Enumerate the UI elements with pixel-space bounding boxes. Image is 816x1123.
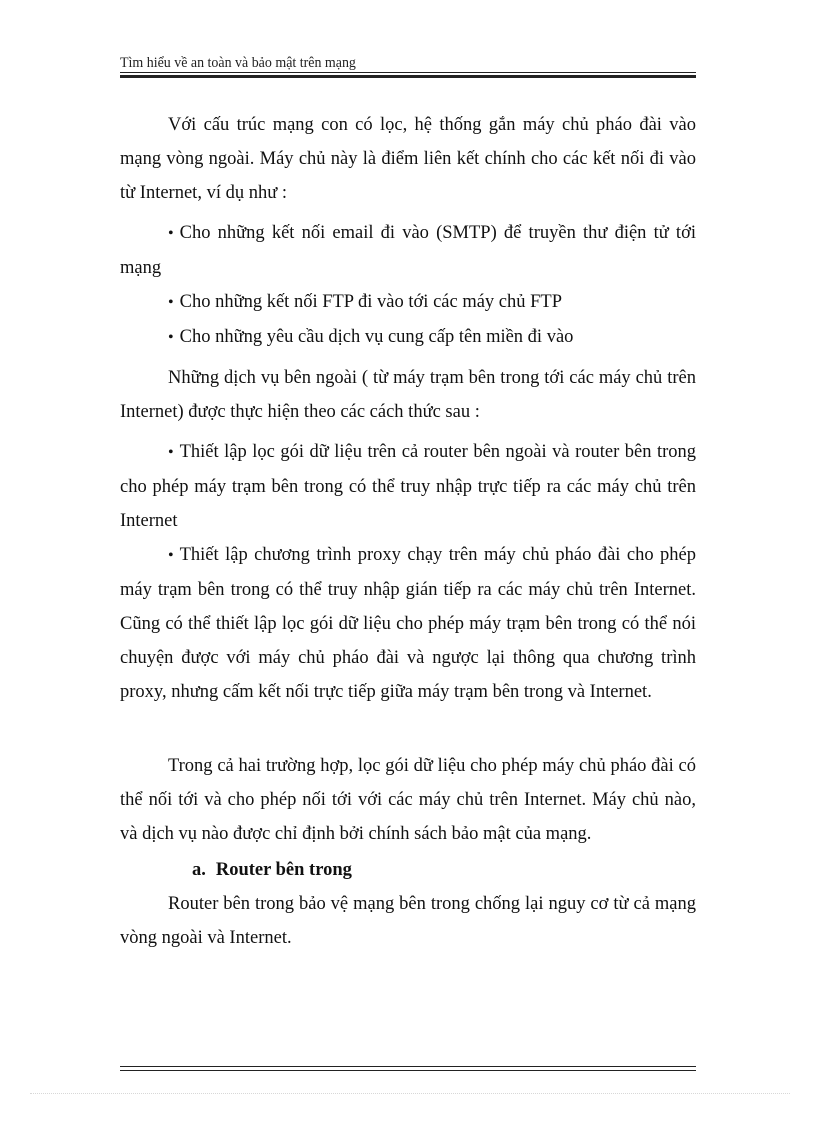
page-bottom-dotted-line <box>30 1093 790 1094</box>
bullet-text: Thiết lập chương trình proxy chạy trên máy chủ pháo đài cho phép máy trạm bên trong có thể truy nhập gián tiếp ra các máy chủ trên Internet. Cũng có thể thiết lập lọc gói dữ liệu cho phép máy trạm bên trong có thể nói chuyện được với máy chủ pháo đài và ngược lại thông qua chương trình proxy, nhưng cấm kết nối trực tiếp giữa máy trạm bên trong và Internet. <box>120 545 696 702</box>
section-heading-text: Router bên trong <box>215 860 352 880</box>
header-rule-thick <box>120 75 696 78</box>
header-rule-thin <box>120 72 696 73</box>
bullet-item <box>120 538 696 709</box>
bullet-item <box>120 285 696 320</box>
section-heading-label: a. <box>192 860 206 880</box>
section-heading <box>120 853 696 887</box>
bullet-icon: • <box>168 225 174 242</box>
paragraph-intro: Với cấu trúc mạng con có lọc, hệ thống gắn máy chủ pháo đài vào mạng vòng ngoài. Máy chủ này là điểm liên kết chính cho các kết nối đi vào từ Internet, ví dụ như : <box>120 115 696 203</box>
bullet-icon: • <box>168 329 174 346</box>
page-header-title: Tìm hiểu về an toàn và bảo mật trên mạng <box>120 55 356 71</box>
document-body <box>120 108 696 955</box>
bullet-text: Cho những kết nối email đi vào (SMTP) để truyền thư điện tử tới mạng <box>120 223 696 278</box>
paragraph-both-cases: Trong cả hai trường hợp, lọc gói dữ liệu cho phép máy chủ pháo đài có thể nối tới và cho phép nối tới với các máy chủ trên Internet. Máy chủ nào, và dịch vụ nào được chỉ định bởi chính sách bảo mật của mạng. <box>120 756 696 844</box>
bullet-text: Thiết lập lọc gói dữ liệu trên cả router bên ngoài và router bên trong cho phép máy trạm bên trong có thể truy nhập trực tiếp ra các máy chủ trên Internet <box>120 442 696 531</box>
paragraph-internal-router: Router bên trong bảo vệ mạng bên trong chống lại nguy cơ từ cả mạng vòng ngoài và Internet. <box>120 894 696 948</box>
bullet-item <box>120 435 696 538</box>
footer-rule-thin-bottom <box>120 1070 696 1071</box>
bullet-icon: • <box>168 547 174 564</box>
bullet-text: Cho những yêu cầu dịch vụ cung cấp tên miền đi vào <box>179 327 574 347</box>
footer-rule-thin-top <box>120 1066 696 1067</box>
bullet-item <box>120 216 696 285</box>
bullet-text: Cho những kết nối FTP đi vào tới các máy chủ FTP <box>179 292 563 312</box>
bullet-icon: • <box>168 294 174 311</box>
paragraph-external-services: Những dịch vụ bên ngoài ( từ máy trạm bên trong tới các máy chủ trên Internet) được thực hiện theo các cách thức sau : <box>120 368 696 422</box>
bullet-item <box>120 320 696 355</box>
bullet-icon: • <box>168 444 174 461</box>
